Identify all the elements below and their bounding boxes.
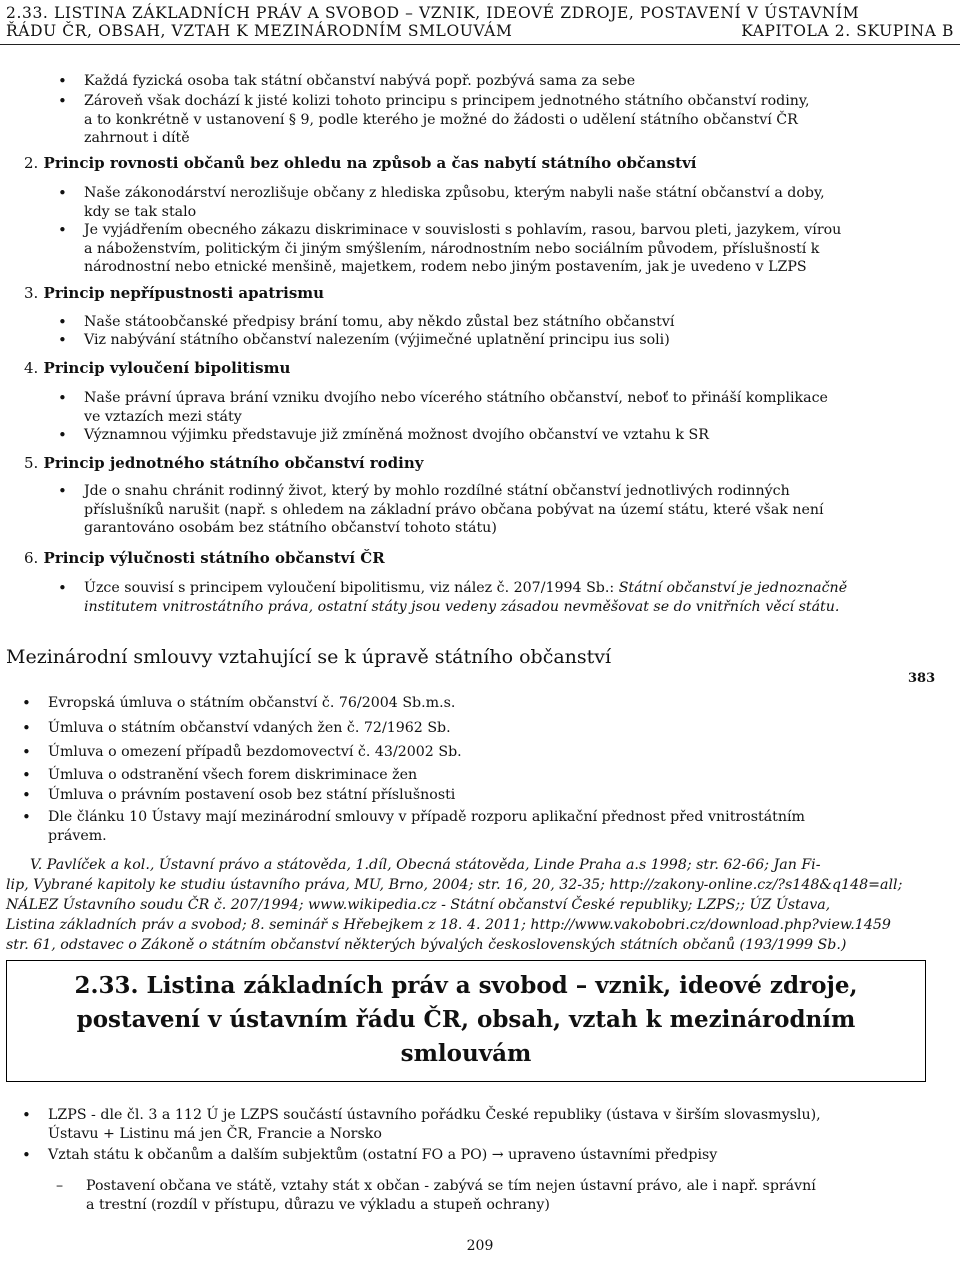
section-number: 5. <box>24 454 39 472</box>
bibliography-line: lip, Vybrané kapitoly ke studiu ústavního práva, MU, Brno, 2004; str. 16, 20, 32-35; http://zakony-online.cz/?s148&q148=all; <box>6 877 903 893</box>
list-item <box>48 1146 717 1165</box>
list-item-text: garantováno osobám bez státního občanství tohoto státu) <box>84 520 497 536</box>
header-chapter-label: KAPITOLA 2. SKUPINA B <box>741 22 954 40</box>
running-header <box>6 4 954 40</box>
list-item-text: • Dle článku 10 Ústavy mají mezinárodní smlouvy v případě rozporu aplikační přednost před vnitrostátním <box>48 809 805 825</box>
list-item-text: Evropská úmluva o státním občanství č. 76/2004 Sb.m.s. <box>48 695 456 711</box>
list-item-text <box>84 579 847 598</box>
section-heading-treaties: Mezinárodní smlouvy vztahující se k úpravě státního občanství <box>6 646 612 668</box>
list-item <box>48 694 455 713</box>
bibliography-line: str. 61, odstavec o Zákoně o státním občanství některých bývalých československých státních občanů (193/1999 Sb.) <box>6 937 847 953</box>
page-number: 209 <box>466 1238 494 1254</box>
list-item-text-plain: Úzce souvisí s principem vyloučení bipolitismu, viz nález č. 207/1994 Sb.: <box>84 580 619 596</box>
list-item <box>84 389 828 426</box>
section-title: Princip výlučnosti státního občanství ČR <box>43 549 385 567</box>
list-item <box>84 221 841 277</box>
list-item-text: • Naše právní úprava brání vzniku dvojího nebo vícerého státního občanství, neboť to přináší komplikace <box>84 390 828 406</box>
list-item <box>84 482 824 538</box>
section-heading-6 <box>24 549 385 568</box>
list-item-text: a to konkrétně v ustanovení § 9, podle kterého je možné do žádosti o udělení státního občanství ČR <box>84 111 798 128</box>
chapter-title-line: 2.33. Listina základních práv a svobod – vznik, ideové zdroje, <box>74 972 858 999</box>
list-item-text: Úmluva o odstranění všech forem diskriminace žen <box>48 767 418 783</box>
list-item <box>48 808 805 845</box>
chapter-title <box>37 969 895 1071</box>
list-item-text: národnostní nebo etnické menšině, majetkem, rodem nebo jiným postavením, jak je uvedeno v LZPS <box>84 259 807 275</box>
sub-list-item <box>86 1177 816 1214</box>
list-item <box>48 786 455 805</box>
margin-page-number: 383 <box>908 671 936 686</box>
list-item <box>84 313 674 332</box>
list-item-text: Naše státoobčanské předpisy brání tomu, aby někdo zůstal bez státního občanství <box>84 314 675 330</box>
list-item-text: Vztah státu k občanům a dalším subjektům (ostatní FO a PO) → upraveno ústavními předpisy <box>48 1147 718 1163</box>
section-heading-4 <box>24 359 290 378</box>
section-heading-3 <box>24 284 324 303</box>
list-item <box>48 766 417 785</box>
section-number: 6. <box>24 549 39 567</box>
list-item <box>48 743 462 762</box>
list-item-text: • LZPS - dle čl. 3 a 112 Ú je LZPS součástí ústavního pořádku České republiky (ústava v širším slovasmyslu), <box>48 1107 821 1123</box>
chapter-title-line: postavení v ústavním řádu ČR, obsah, vztah k mezinárodním <box>76 1006 856 1033</box>
list-item <box>48 719 451 738</box>
list-item-text-quote: Státní občanství je jednoznačně <box>618 580 848 596</box>
list-item <box>84 72 635 91</box>
bibliography <box>6 855 936 955</box>
section-title: Princip jednotného státního občanství rodiny <box>43 454 424 472</box>
header-chapter-title: ŘÁDU ČR, OBSAH, VZTAH K MEZINÁRODNÍM SMLOUVÁM <box>6 22 513 40</box>
list-item-text: • Jde o snahu chránit rodinný život, který by mohlo rozdílné státní občanství jednotlivých rodinných <box>84 483 790 499</box>
section-heading-2 <box>24 154 696 173</box>
list-item-text: Úmluva o právním postavení osob bez státní příslušnosti <box>48 787 456 803</box>
list-item-text: Viz nabývání státního občanství nalezením (výjimečné uplatnění principu ius soli) <box>84 332 670 348</box>
list-item-text: Úmluva o omezení případů bezdomovectví č. 43/2002 Sb. <box>48 744 462 760</box>
list-item-text: příslušníků narušit (např. s ohledem na základní právo občana pobývat na území státu, které však není <box>84 501 824 518</box>
list-item-text: zahrnout i dítě <box>84 130 190 146</box>
section-title: Princip vyloučení bipolitismu <box>43 359 291 377</box>
list-item-text: • Zároveň však dochází k jisté kolizi tohoto principu s principem jednotného státního občanství rodiny, <box>84 93 810 109</box>
list-item-text: právem. <box>48 827 107 844</box>
list-item-text: Každá fyzická osoba tak státní občanství nabývá popř. pozbývá sama za sebe <box>84 73 636 89</box>
list-item-text: Úmluva o státním občanství vdaných žen č. 72/1962 Sb. <box>48 720 451 736</box>
section-title: Princip rovnosti občanů bez ohledu na způsob a čas nabytí státního občanství <box>43 154 697 172</box>
list-item-text-quote: institutem vnitrostátního práva, ostatní státy jsou vedeny zásadou nevměšovat se do vnitřních věcí státu. <box>84 598 840 615</box>
bibliography-line: NÁLEZ Ústavního soudu ČR č. 207/1994; www.wikipedia.cz - Státní občanství České republiky; LZPS;; ÚZ Ústava, <box>6 897 831 913</box>
header-rule <box>0 44 960 45</box>
list-item <box>84 184 825 221</box>
list-item <box>84 426 709 445</box>
section-number: 3. <box>24 284 39 302</box>
header-line-1: 2.33. LISTINA ZÁKLADNÍCH PRÁV A SVOBOD – VZNIK, IDEOVÉ ZDROJE, POSTAVENÍ V ÚSTAVNÍM <box>6 4 860 22</box>
bibliography-line: Listina základních práv a svobod; 8. seminář s Hřebejkem z 18. 4. 2011; http://www.vakobobri.cz/download.php?view.1459 <box>6 917 891 933</box>
list-item-text: – Postavení občana ve státě, vztahy stát x občan - zabývá se tím nejen ústavní právo, ale i např. správní <box>86 1178 816 1194</box>
list-item-text: ve vztazích mezi státy <box>84 408 242 425</box>
chapter-title-box <box>6 960 926 1082</box>
section-title: Princip nepřípustnosti apatrismu <box>43 284 325 302</box>
list-item-text: Významnou výjimku představuje již zmíněná možnost dvojího občanství ve vztahu k SR <box>84 427 709 443</box>
list-item-text: Ústavu + Listinu má jen ČR, Francie a Norsko <box>48 1125 382 1142</box>
section-heading-5 <box>24 454 424 473</box>
list-item <box>84 331 670 350</box>
section-number: 2. <box>24 154 39 172</box>
list-item-text: • Je vyjádřením obecného zákazu diskriminace v souvislosti s pohlavím, rasou, barvou pleti, jazykem, vírou <box>84 222 842 238</box>
list-item <box>84 92 810 148</box>
chapter-title-line: smlouvám <box>400 1040 532 1067</box>
list-item-text: kdy se tak stalo <box>84 203 197 220</box>
section-number: 4. <box>24 359 39 377</box>
bibliography-line: V. Pavlíček a kol., Ústavní právo a státověda, 1.díl, Obecná státověda, Linde Praha a.s 1998; str. 62-66; Jan Fi- <box>30 857 821 873</box>
list-item <box>84 579 847 616</box>
list-item-text: • Naše zákonodárství nerozlišuje občany z hlediska způsobu, kterým nabyli naše státní občanství a doby, <box>84 185 825 201</box>
header-line-2 <box>6 22 954 40</box>
list-item-text: a náboženstvím, politickým či jiným smýšlením, národnostním nebo sociálním původem, příslušností k <box>84 240 820 257</box>
list-item <box>48 1106 821 1143</box>
list-item-text: a trestní (rozdíl v přístupu, důrazu ve výkladu a stupeň ochrany) <box>86 1196 550 1213</box>
